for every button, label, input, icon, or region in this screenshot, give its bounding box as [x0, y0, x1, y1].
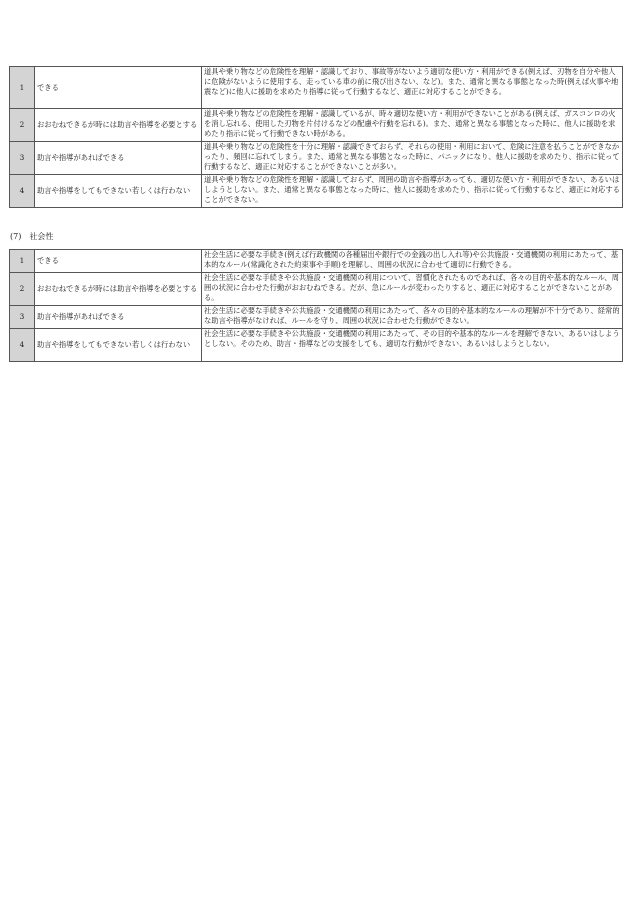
level-number: 4: [10, 175, 35, 208]
level-label: できる: [35, 67, 202, 109]
table-row: [10, 67, 623, 109]
level-number: 1: [10, 67, 35, 109]
level-number: 3: [10, 306, 35, 329]
level-description: 社会生活に必要な手続きや公共施設・交通機関の利用について、習慣化されたものであれば、各々の目的や基本的なルール、周囲の状況に合わせた行動がおおむねできる。だが、急にルールが変わったりすると、適正に対応することができないことがある。: [202, 273, 623, 306]
level-label: 助言や指導をしてもできない若しくは行わない: [35, 175, 202, 208]
table-row: [10, 250, 623, 273]
level-number: 2: [10, 273, 35, 306]
level-label: 助言や指導があればできる: [35, 306, 202, 329]
level-description: 道具や乗り物などの危険性を十分に理解・認識できておらず、それらの使用・利用において、危険に注意を払うことができなかったり、頻回に忘れてしまう。また、通常と異なる事態となった時に、パニックになり、他人に援助を求めたり、指示に従って行動するなど、適正に対応することができないことが多い。: [202, 142, 623, 175]
table-row: [10, 175, 623, 208]
level-description: 社会生活に必要な手続きや公共施設・交通機関の利用にあたって、各々の目的や基本的なルールの理解が不十分であり、経常的な助言や指導がなければ、ルールを守り、周囲の状況に合わせた行動ができない。: [202, 306, 623, 329]
level-number: 4: [10, 329, 35, 362]
level-number: 2: [10, 109, 35, 142]
level-label: できる: [35, 250, 202, 273]
section-heading: (7) 社会性: [10, 232, 54, 241]
level-description: 社会生活に必要な手続きや公共施設・交通機関の利用にあたって、その目的や基本的なルールを理解できない、あるいはしようとしない。そのため、助言・指導などの支援をしても、適切な行動ができない、あるいはしようとしない。: [202, 329, 623, 362]
level-label: 助言や指導をしてもできない若しくは行わない: [35, 329, 202, 362]
table-row: [10, 142, 623, 175]
level-description: 道具や乗り物などの危険性を理解・認識しておらず、周囲の助言や指導があっても、適切な使い方・利用ができない、あるいはしようとしない。また、通常と異なる事態となった時に、他人に援助を求めたり、指示に従って行動するなど、適正に対応することができない。: [202, 175, 623, 208]
sociality-table: [9, 249, 623, 362]
level-number: 3: [10, 142, 35, 175]
table-row: [10, 306, 623, 329]
level-label: おおむねできるが時には助言や指導を必要とする: [35, 273, 202, 306]
level-description: 道具や乗り物などの危険性を理解・認識しており、事故等がないよう適切な使い方・利用ができる(例えば、刃物を自分や他人に危険がないように使用する、走っている車の前に飛び出さない、など)。また、通常と異なる事態となった時(例えば火事や地震など)に他人に援助を求めたり指導に従って行動するなど、適正に対応することができる。: [202, 67, 623, 109]
danger-awareness-table: [9, 66, 623, 208]
level-description: 社会生活に必要な手続き(例えば行政機関の各種届出や銀行での金銭の出し入れ等)や公共施設・交通機関の利用にあたって、基本的なルール(常識化された約束事や手順)を理解し、周囲の状況に合わせて適切に行動できる。: [202, 250, 623, 273]
level-label: 助言や指導があればできる: [35, 142, 202, 175]
table-row: [10, 273, 623, 306]
level-description: 道具や乗り物などの危険性を理解・認識しているが、時々適切な使い方・利用ができないことがある(例えば、ガスコンロの火を消し忘れる、使用した刃物を片付けるなどの配慮や行動を忘れる)。また、通常と異なる事態となった時に、他人に援助を求めたり指示に従って行動できない時がある。: [202, 109, 623, 142]
table-row: [10, 109, 623, 142]
level-label: おおむねできるが時には助言や指導を必要とする: [35, 109, 202, 142]
table-row: [10, 329, 623, 362]
level-number: 1: [10, 250, 35, 273]
